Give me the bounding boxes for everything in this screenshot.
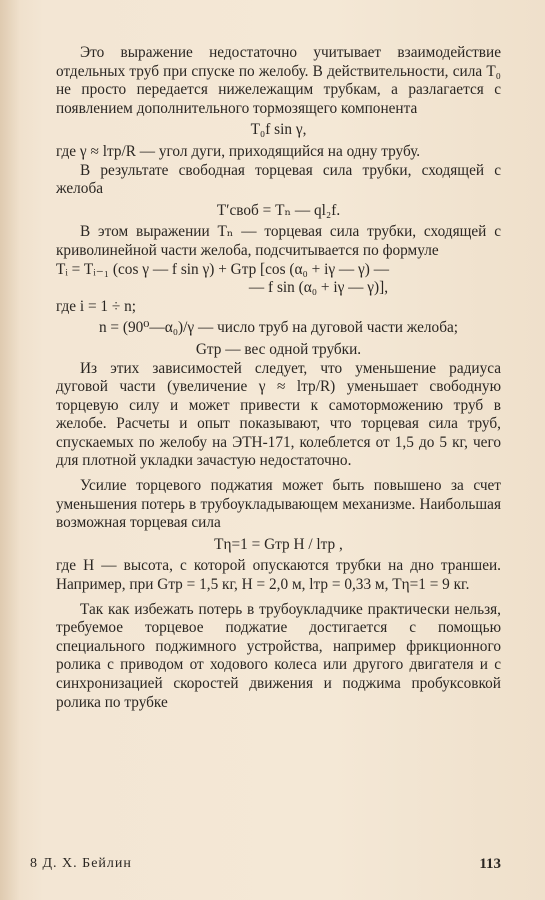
paragraph-7: Усилие торцевого поджатия может быть повышено за счет уменьшения потерь в трубоукладывающем механизме. Наибольшая возможная торцевая сила <box>56 477 501 532</box>
paragraph-6: Из этих зависимостей следует, что уменьшение радиуса дуговой части (увеличение γ ≈ lтр/R) уменьшает свободную торцевую силу и может привести к самоторможению труб в желобе. Расчеты и опыт показывают, что торцевая сила труб, спускаемых по желобу на ЭТН-171, колеблется от 1,5 до 5 кг, чего для плотной укладки зачастую недостаточно. <box>56 359 501 470</box>
equation-pipe-weight: Gтр — вес одной трубки. <box>195 340 362 358</box>
paragraph-8: где H — высота, с которой опускаются трубки на дно траншеи. Например, при Gтр = 1,5 кг, H = 2,0 м, lтр = 0,33 м, Tη=1 = 9 кг. <box>56 557 501 594</box>
equation-end-force-line-2: — f sin (α₀ + iγ — γ)], <box>248 279 389 297</box>
equation-max-end-force: Tη=1 = Gтр H / lтр , <box>214 535 343 553</box>
paragraph-9: Так как избежать потерь в трубоукладчике практически нельзя, требуемое торцевое поджатие достигается с помощью специального поджимного устройства, например фрикционного ролика с приводом от ходового колеса или другого двигателя и с синхронизацией скоростей движения и поджима пробуксовкой ролика по трубке <box>56 600 501 711</box>
equation-1-explanation: где γ ≈ lтр/R — угол дуги, приходящийся на одну трубу. <box>56 142 421 160</box>
page-footer <box>30 856 501 878</box>
page-number: 113 <box>479 856 501 872</box>
page-edge-shadow <box>0 0 20 900</box>
equation-pipe-count: n = (90⁰—α₀)/γ — число труб на дуговой части желоба; <box>98 319 459 337</box>
paragraph-4: В этом выражении Tₙ — торцевая сила трубки, сходящей с криволинейной части желоба, подсчитывается по формуле <box>56 223 501 259</box>
equation-free-force: T′своб = Tₙ — ql₂f. <box>216 201 341 219</box>
body-text <box>56 44 501 712</box>
index-range: где i = 1 ÷ n; <box>56 297 137 315</box>
paragraph-3: В результате свободная торцевая сила трубки, сходящей с желоба <box>56 161 501 198</box>
equation-braking-component: T₀f sin γ, <box>250 121 307 139</box>
signature-mark: 8 Д. Х. Бейлин <box>30 856 132 871</box>
paragraph-1: Это выражение недостаточно учитывает взаимодействие отдельных труб при спуске по желобу. В действительности, сила T₀ не просто передается нижележащим трубкам, а разлагается с появлением дополнительного тормозящего компонента <box>56 44 501 117</box>
equation-end-force-line-1: Tᵢ = Tᵢ₋₁ (cos γ — f sin γ) + Gтр [cos (α₀ + iγ — γ) — <box>56 260 390 278</box>
